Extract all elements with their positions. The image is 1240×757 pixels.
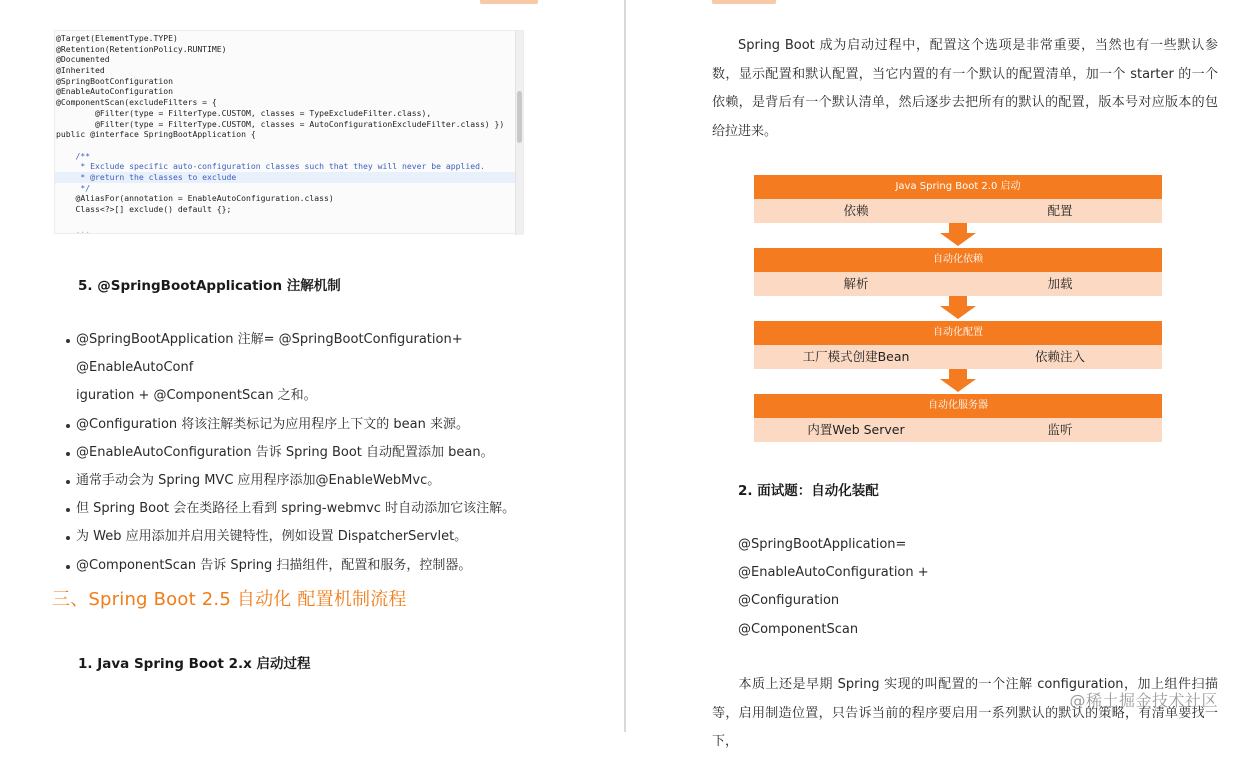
flow-step-header: 自动化依赖 [754,248,1162,272]
bullet-item: @EnableAutoConfiguration 告诉 Spring Boot 自动配置添加 bean。 [66,439,556,467]
section2-heading: 2. 面试题：自动化装配 [738,483,879,499]
flow-step-row [754,418,1162,442]
code-line: @Retention(RetentionPolicy.RUNTIME) [56,43,227,54]
code-line: @SpringBootConfiguration [56,75,173,86]
annotation-equation [738,531,929,644]
arrow-head [940,379,976,392]
arrow-stem [949,296,967,306]
code-line: */ [56,182,91,193]
code-line: /** [56,150,91,161]
section5-heading: 5. @SpringBootApplication 注解机制 [78,278,341,294]
closing-paragraph-text: 本质上还是早期 Spring 实现的叫配置的一个注解 configuration，加上组件扫描等，启用制造位置，只告诉当前的程序要启用一系列默认的默认的策略，有清单要找一下， [712,677,1218,749]
equation-line: @ComponentScan [738,621,859,637]
arrow-head [940,306,976,319]
section3-heading: 三、Spring Boot 2.5 自动化 配置机制流程 [52,589,407,610]
right-page [626,0,1240,749]
code-line [55,140,517,151]
equation-line: @EnableAutoConfiguration + [738,565,929,581]
bullet-item: 为 Web 应用添加并启用关键特性，例如设置 DispatcherServlet。 [66,523,556,551]
equation-line: @Configuration [738,593,840,609]
code-line: public @interface SpringBootApplication { [56,129,256,140]
bullet-item: @Configuration 将该注解类标记为应用程序上下文的 bean 来源。 [66,411,556,439]
down-arrow-icon [754,223,1162,248]
code-line: * Exclude specific auto-configuration classes such that they will never be applied. [56,161,485,172]
bullet-item: @ComponentScan 告诉 Spring 扫描组件，配置和服务，控制器。 [66,552,556,580]
flow-step-header: 自动化配置 [754,321,1162,345]
code-lines [55,31,517,236]
code-line: @EnableAutoConfiguration [56,86,173,97]
flow-step-left-cell: 工厂模式创建Bean [802,349,910,364]
left-page [0,0,624,732]
code-line: Class<?>[] exclude() default {}; [56,204,232,214]
flow-step-left-cell: 解析 [843,276,869,291]
code-line: * @return the classes to exclude [55,172,517,183]
intro-paragraph-text: Spring Boot 成为启动过程中，配置这个选项是非常重要，当然也有一些默认参数，显示配置和默认配置，当它内置的有一个默认的配置清单，加一个 starter 的一个依赖，是背后有一个默认清单，然后逐步去把所有的默认的配置，版本号对应版本的包给拉进来。 [712,38,1218,139]
down-arrow-icon [754,369,1162,394]
flow-step-row [754,199,1162,223]
equation-line: @SpringBootApplication= [738,537,907,552]
code-line: @Filter(type = FilterType.CUSTOM, classes = AutoConfigurationExcludeFilter.class) }) [56,118,505,129]
bullet-item-continuation: iguration + @ComponentScan 之和。 [76,388,317,404]
code-line: @AliasFor(annotation = EnableAutoConfiguration.class) [56,193,334,204]
watermark: @稀土掘金技术社区 [1069,691,1218,710]
page-top-tab [480,0,538,4]
code-scrollbar-thumb [517,91,522,143]
code-line: @Filter(type = FilterType.CUSTOM, classes = TypeExcludeFilter.class), [56,107,432,118]
bullet-item: 通常手动会为 Spring MVC 应用程序添加@EnableWebMvc。 [66,467,556,495]
flow-step-row [754,272,1162,296]
bullet-list [66,326,556,580]
intro-paragraph [712,32,1218,146]
flow-step-left-cell: 依赖 [843,203,869,218]
flow-step-header: Java Spring Boot 2.0 启动 [754,175,1162,199]
flow-step-row [754,345,1162,369]
page-top-tab [712,0,776,4]
code-screenshot [54,30,524,234]
arrow-stem [949,223,967,233]
code-line: ... [56,225,91,236]
arrow-stem [949,369,967,379]
subsection1-heading: 1. Java Spring Boot 2.x 启动过程 [78,656,311,672]
code-line [55,215,517,226]
flow-step-header: 自动化服务器 [754,394,1162,418]
bullet-item: 但 Spring Boot 会在类路径上看到 spring-webmvc 时自动添加它该注解。 [66,495,556,523]
code-scrollbar [515,31,523,235]
flow-step-left-cell: 内置Web Server [807,422,905,437]
closing-paragraph [712,671,1218,757]
flow-step-right-cell: 依赖注入 [1034,349,1085,364]
code-line: @ComponentScan(excludeFilters = { [56,97,217,108]
startup-flow-diagram [754,175,1162,442]
flow-step-right-cell: 配置 [1047,203,1073,218]
arrow-head [940,233,976,246]
flow-step-right-cell: 加载 [1047,276,1073,291]
code-line: @Inherited [56,65,105,76]
bullet-item: @SpringBootApplication 注解= @SpringBootConfiguration+ @EnableAutoConf [66,326,556,382]
down-arrow-icon [754,296,1162,321]
code-line: @Documented [56,54,110,65]
flow-step-right-cell: 监听 [1047,422,1073,437]
code-line: @Target(ElementType.TYPE) [56,33,178,43]
